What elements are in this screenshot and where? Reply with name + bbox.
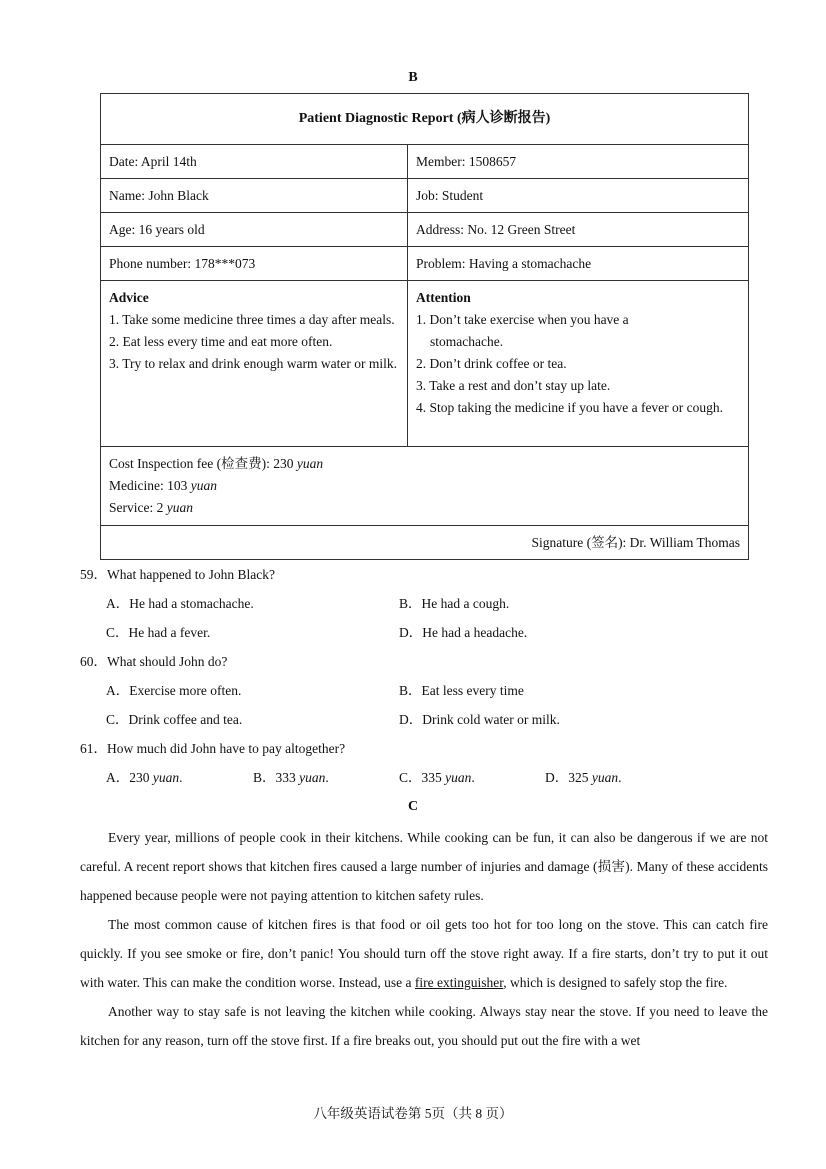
option-text: B．333 xyxy=(253,770,300,785)
option-period: . xyxy=(179,770,183,785)
option-period: . xyxy=(325,770,329,785)
report-age: Age: 16 years old xyxy=(101,213,408,247)
patient-report-table xyxy=(100,93,749,560)
option-60-d[interactable]: D．Drink cold water or milk. xyxy=(399,712,560,727)
option-period: . xyxy=(471,770,475,785)
option-59-b[interactable]: B．He had a cough. xyxy=(399,596,510,611)
report-name: Name: John Black xyxy=(101,179,408,213)
report-job: Job: Student xyxy=(408,179,749,213)
attention-item: 3. Take a rest and don’t stay up late. xyxy=(416,378,611,393)
advice-cell xyxy=(101,281,408,447)
passage-paragraph-1: Every year, millions of people cook in their kitchens. While cooking can be fun, it can also be dangerous if we are not careful. A recent report shows that kitchen fires caused a large number of injuries and damage (损害). Many of these accidents happened because people were not paying attention to kitchen safety rules. xyxy=(80,830,768,903)
option-60-b[interactable]: B．Eat less every time xyxy=(399,683,524,698)
currency-unit: yuan xyxy=(299,770,326,785)
option-text: D．325 xyxy=(545,770,592,785)
cost-inspection-text: Cost Inspection fee (检查费): 230 xyxy=(109,456,297,471)
paragraph-2-text: The most common cause of kitchen fires is that food or oil gets too hot for too long on the stove. This can catch fire quickly. If you see smoke or fire, don’t panic! You should turn off the stove right away. If a fire starts, don’t try to put it out with water. This can make the condition worse. Instead, use a xyxy=(80,917,768,990)
attention-heading: Attention xyxy=(416,290,471,305)
question-61: 61．How much did John have to pay altogether? xyxy=(80,741,346,756)
attention-item: 2. Don’t drink coffee or tea. xyxy=(416,356,567,371)
option-61-c[interactable] xyxy=(399,768,475,788)
option-59-a[interactable]: A．He had a stomachache. xyxy=(106,596,254,611)
option-59-c[interactable]: C．He had a fever. xyxy=(106,625,211,640)
advice-item: 1. Take some medicine three times a day after meals. xyxy=(109,312,395,327)
currency-unit: yuan xyxy=(166,500,193,515)
cost-medicine xyxy=(109,475,740,497)
option-59-d[interactable]: D．He had a headache. xyxy=(399,625,528,640)
passage-paragraph-3: Another way to stay safe is not leaving the kitchen while cooking. Always stay near the stove. If you need to leave the kitchen for any reason, turn off the stove first. If a fire breaks out, you should put out the fire with a wet xyxy=(80,1004,768,1048)
advice-heading: Advice xyxy=(109,290,149,305)
cost-service xyxy=(109,497,740,519)
passage-paragraph-2 xyxy=(80,910,768,997)
report-phone: Phone number: 178***073 xyxy=(101,247,408,281)
page-footer: 八年级英语试卷第 5页（共 8 页） xyxy=(313,1106,513,1121)
option-61-b[interactable] xyxy=(253,768,329,788)
report-title: Patient Diagnostic Report (病人诊断报告) xyxy=(101,94,749,145)
section-c-heading: C xyxy=(407,799,419,814)
currency-unit: yuan xyxy=(591,770,619,785)
paragraph-2-text-end: , which is designed to safely stop the fire. xyxy=(503,975,728,990)
cost-cell xyxy=(101,447,749,526)
attention-item: 1. Don’t take exercise when you have a xyxy=(416,312,629,327)
option-61-a[interactable] xyxy=(106,768,183,788)
option-60-a[interactable]: A．Exercise more often. xyxy=(106,683,242,698)
option-61-d[interactable] xyxy=(545,768,622,788)
cost-inspection xyxy=(109,453,740,475)
report-member: Member: 1508657 xyxy=(408,145,749,179)
currency-unit: yuan xyxy=(445,770,472,785)
attention-item: 4. Stop taking the medicine if you have a fever or cough. xyxy=(416,400,724,415)
advice-item: 2. Eat less every time and eat more often. xyxy=(109,334,333,349)
question-60: 60．What should John do? xyxy=(80,654,228,669)
section-b-heading: B xyxy=(408,70,418,85)
currency-unit: yuan xyxy=(296,456,324,471)
cost-medicine-text: Medicine: 103 xyxy=(109,478,191,493)
cost-service-text: Service: 2 xyxy=(109,500,167,515)
option-period: . xyxy=(618,770,622,785)
option-text: C．335 xyxy=(399,770,446,785)
attention-cell xyxy=(408,281,749,447)
report-address: Address: No. 12 Green Street xyxy=(408,213,749,247)
report-date: Date: April 14th xyxy=(101,145,408,179)
currency-unit: yuan xyxy=(152,770,180,785)
question-59: 59．What happened to John Black? xyxy=(80,567,275,582)
currency-unit: yuan xyxy=(190,478,217,493)
advice-item: 3. Try to relax and drink enough warm water or milk. xyxy=(109,356,397,371)
option-60-c[interactable]: C．Drink coffee and tea. xyxy=(106,712,243,727)
report-problem: Problem: Having a stomachache xyxy=(408,247,749,281)
fire-extinguisher-term: fire extinguisher xyxy=(414,975,504,990)
reading-passage xyxy=(80,823,768,1055)
option-text: A．230 xyxy=(106,770,153,785)
signature: Signature (签名): Dr. William Thomas xyxy=(101,526,749,560)
attention-item-continued: stomachache. xyxy=(430,334,504,349)
